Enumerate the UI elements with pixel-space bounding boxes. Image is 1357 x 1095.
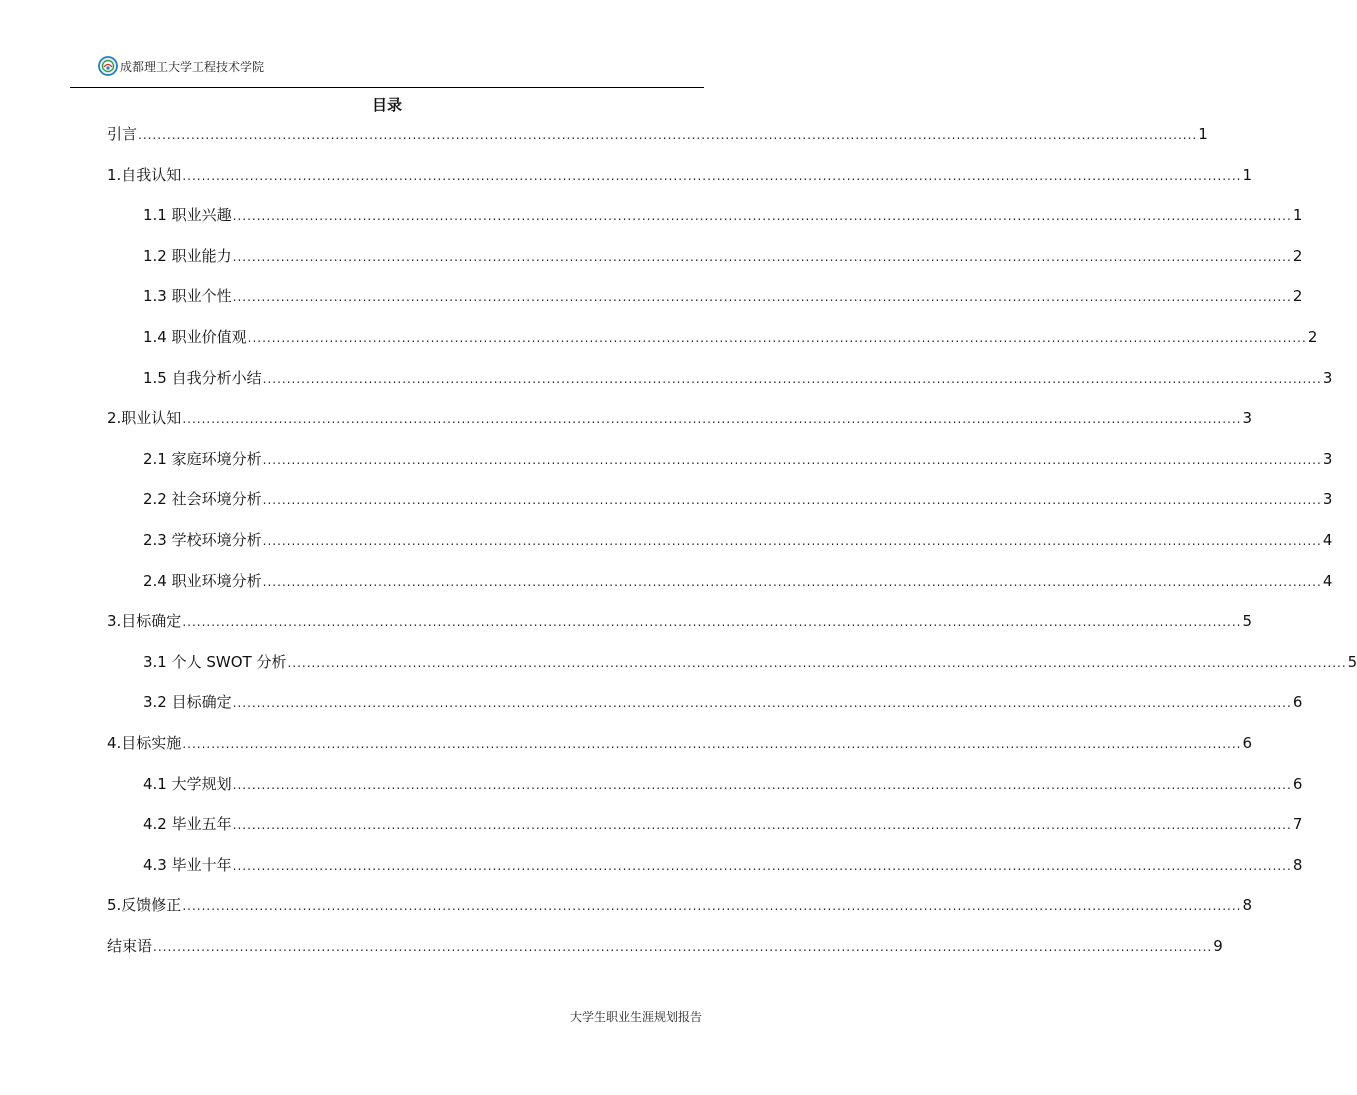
toc-entry-page: 3 — [1322, 490, 1333, 509]
toc-entry-2[interactable] — [107, 398, 1253, 438]
toc-entry-2-1[interactable] — [143, 439, 1333, 479]
toc-entry-page: 1 — [1198, 125, 1208, 143]
toc-entry-page: 2 — [1307, 328, 1318, 346]
toc-entry-page: 4 — [1322, 571, 1333, 590]
toc-entry-label: 3.2 目标确定 — [143, 693, 232, 712]
toc-leader-dots: ............................................................................................................................................................................................................................ — [262, 574, 1322, 589]
toc-entry-page: 6 — [1292, 693, 1303, 712]
toc-leader-dots: ............................................................................................................................................................................................................................ — [262, 371, 1322, 386]
toc-entry-2-4[interactable] — [143, 561, 1333, 601]
school-logo-icon — [98, 56, 118, 76]
toc-entry-page: 3 — [1322, 449, 1333, 468]
toc-entry-label: 2.4 职业环境分析 — [143, 571, 262, 590]
toc-entry-label: 2.1 家庭环境分析 — [143, 449, 262, 468]
toc-entry-page: 5 — [1242, 612, 1253, 631]
toc-entry-label: 1.2 职业能力 — [143, 246, 232, 265]
toc-entry-page: 2 — [1292, 287, 1303, 306]
toc-entry-1-5[interactable] — [143, 358, 1333, 398]
toc-leader-dots: ............................................................................................................................................................................................................................ — [182, 737, 1242, 751]
toc-entry-label: 4.3 毕业十年 — [143, 855, 232, 874]
toc-entry-label: 1.1 职业兴趣 — [143, 206, 232, 225]
toc-leader-dots: ............................................................................................................................................................................................................................ — [182, 412, 1242, 427]
toc-entry-label: 1.自我认知 — [107, 165, 182, 184]
toc-entry-page: 8 — [1292, 855, 1303, 874]
toc-entry-1[interactable] — [107, 155, 1253, 195]
toc-entry-5[interactable] — [107, 885, 1253, 925]
toc-entry-3[interactable] — [107, 601, 1253, 641]
toc-entry-1-2[interactable] — [143, 236, 1303, 276]
toc-entry-page: 5 — [1347, 652, 1357, 671]
toc-entry-label: 结束语 — [107, 937, 153, 955]
toc-entry-1-3[interactable] — [143, 276, 1303, 316]
toc-entry-label: 4.1 大学规划 — [143, 774, 232, 793]
toc-title: 目录 — [371, 96, 402, 114]
toc-entry-label: 3.1 个人 SWOT 分析 — [143, 652, 287, 671]
toc-entry-2-2[interactable] — [143, 479, 1333, 519]
toc-entry-page: 3 — [1242, 409, 1253, 428]
toc-leader-dots: ............................................................................................................................................................................................................................ — [182, 615, 1242, 630]
toc-leader-dots: ............................................................................................................................................................................................................................ — [232, 249, 1292, 264]
toc-entry-4-1[interactable] — [143, 764, 1303, 804]
toc-entry-page: 9 — [1213, 937, 1223, 955]
toc-leader-dots: ............................................................................................................................................................................................................................ — [138, 128, 1198, 142]
toc-entry-page: 7 — [1292, 815, 1303, 834]
toc-entry-conclusion[interactable] — [107, 926, 1223, 966]
toc-entry-3-1[interactable] — [143, 642, 1357, 682]
toc-entry-label: 3.目标确定 — [107, 612, 182, 631]
toc-leader-dots: ............................................................................................................................................................................................................................ — [232, 777, 1292, 792]
toc-leader-dots: ............................................................................................................................................................................................................................ — [262, 452, 1322, 467]
toc-entry-4[interactable] — [107, 723, 1253, 763]
page-footer: 大学生职业生涯规划报告 — [569, 1010, 702, 1024]
toc-entry-label: 1.4 职业价值观 — [143, 328, 247, 346]
toc-entry-label: 引言 — [107, 125, 138, 143]
toc-entry-4-2[interactable] — [143, 804, 1303, 844]
toc-leader-dots: ............................................................................................................................................................................................................................ — [232, 209, 1292, 224]
toc-leader-dots: ............................................................................................................................................................................................................................ — [232, 696, 1292, 711]
toc-entry-page: 3 — [1322, 368, 1333, 387]
toc-leader-dots: ............................................................................................................................................................................................................................ — [232, 818, 1292, 833]
toc-leader-dots: ............................................................................................................................................................................................................................ — [153, 940, 1213, 954]
toc-entry-label: 2.职业认知 — [107, 409, 182, 428]
toc-leader-dots: ............................................................................................................................................................................................................................ — [182, 899, 1242, 914]
toc-leader-dots: ............................................................................................................................................................................................................................ — [182, 168, 1242, 183]
toc-entry-page: 4 — [1322, 531, 1333, 549]
toc-entry-page: 6 — [1242, 734, 1253, 752]
toc-entry-3-2[interactable] — [143, 682, 1303, 722]
toc-entry-1-1[interactable] — [143, 195, 1303, 235]
toc-entry-page: 1 — [1242, 165, 1253, 184]
toc-leader-dots: ............................................................................................................................................................................................................................ — [262, 493, 1322, 508]
toc-leader-dots: ............................................................................................................................................................................................................................ — [232, 290, 1292, 305]
toc-entry-label: 4.2 毕业五年 — [143, 815, 232, 834]
toc-entry-label: 4.目标实施 — [107, 734, 182, 752]
toc-leader-dots: ............................................................................................................................................................................................................................ — [232, 858, 1292, 873]
toc-entry-page: 8 — [1242, 896, 1253, 915]
toc-entry-intro[interactable] — [107, 114, 1208, 154]
toc-entry-page: 1 — [1292, 206, 1303, 225]
toc-leader-dots: ............................................................................................................................................................................................................................ — [287, 655, 1347, 670]
toc-entry-page: 2 — [1292, 246, 1303, 265]
toc-entry-page: 6 — [1292, 774, 1303, 793]
toc-entry-label: 2.3 学校环境分析 — [143, 531, 262, 549]
toc-entry-2-3[interactable] — [143, 520, 1333, 560]
toc-entry-label: 5.反馈修正 — [107, 896, 182, 915]
toc-entry-label: 2.2 社会环境分析 — [143, 490, 262, 509]
toc-entry-label: 1.5 自我分析小结 — [143, 368, 262, 387]
toc-leader-dots: ............................................................................................................................................................................................................................ — [262, 534, 1322, 548]
toc-entry-4-3[interactable] — [143, 845, 1303, 885]
toc-leader-dots: ............................................................................................................................................................................................................................ — [247, 331, 1307, 345]
toc-entry-label: 1.3 职业个性 — [143, 287, 232, 306]
header-divider — [70, 87, 704, 88]
page-header — [98, 54, 264, 78]
toc-entry-1-4[interactable] — [143, 317, 1318, 357]
school-name: 成都理工大学工程技术学院 — [120, 59, 265, 74]
